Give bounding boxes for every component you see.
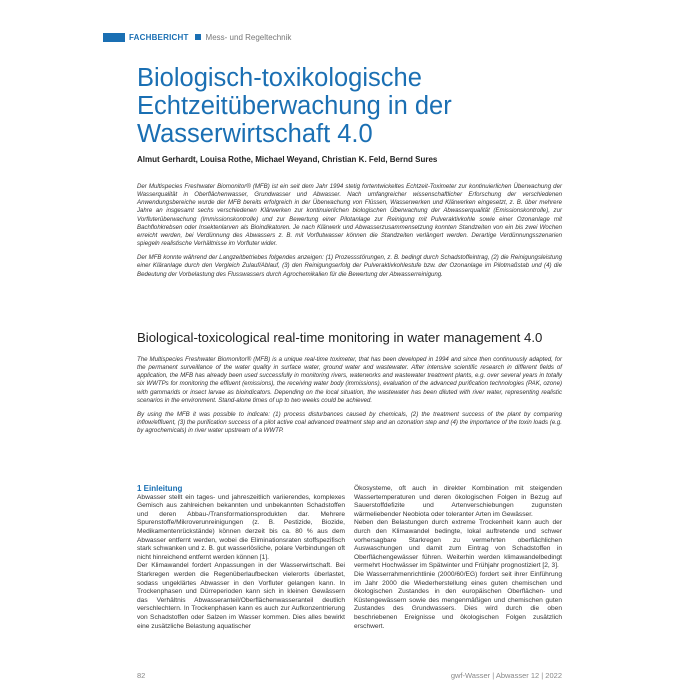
body-column-right [354,485,562,631]
abstract-german-paragraph: Der Multispecies Freshwater Biomonitor® (MFB) ist ein seit dem Jahr 1994 stetig fortentwickeltes Echtzeit-Toximeter zur kontinuierlichen Überwachung der Wasserqualität in Oberflächenwasser, Grundwasser und Abwasser. Nach umfangreicher wissenschaftlicher Erforschung der verschiedenen Anwendungsbereiche wurde der MFB bereits erfolgreich in der Überwachung von Flüssen, Wasserwerken und Klärwerken eingesetzt, z. B. über mehrere Jahre an insgesamt sechs verschiedenen Klärwerken zur kontinuierlichen biologischen Überwachung der Abwasserqualität (Emissionskontrolle), zur Vorfluterüberwachung (Immissionskontrolle) und zur Bewertung einer Pilotanlage zur Reinigung mit Pulveraktivkohle sowie einer Ozonanlage mit Bachflohkrebsen oder Insektenlarven als Bioindikatoren. Je nach Klärwerk und Abwasserzusammensetzung konnten Standzeiten von ein bis zwei Wochen erreicht werden, bei Verdünnung des Abwassers z. B. mit Vorflutwasser können die Standzeiten verlängert werden. Derartige Verdünnungsszenarien spiegeln realistische Verhältnisse im Vorfluter wider. [137,183,562,248]
abstract-english-paragraph: The Multispecies Freshwater Biomonitor® (MFB) is a unique real-time toximeter, that has been developed in 1994 and since then continuously adapted, for the permanent surveillance of the water quality in surface water, ground water and wastewater. After intensive scientific research in different fields of application, the MFB has already been used successfully in monitoring rivers, waterworks and wastewater treatment plants, e.g. over several years in totally six WWTPs for monitoring the effluent (emissions), the receiving water body (immissions), evaluation of the advanced purification technologies (PAK, ozone) with gammarids or insect larvae as bioindicators. Depending on the local situation, the wastewater has been diluted with river water, representing realistic scenarios in the environment. Stand-alone times of up to two weeks could be achieved. [137,356,562,404]
header-accent-bar [103,33,125,42]
journal-info: gwf-Wasser | Abwasser 12 | 2022 [450,671,562,680]
body-columns [137,485,562,631]
header-kicker: FACHBERICHT [129,32,189,42]
english-title: Biological-toxicological real-time monitoring in water management 4.0 [137,330,543,345]
article-authors: Almut Gerhardt, Louisa Rothe, Michael Weyand, Christian K. Feld, Bernd Sures [137,155,438,164]
body-paragraph: Neben den Belastungen durch extreme Trockenheit kann auch der durch den Klimawandel bedingte, lokal auftretende und schwer vorhersagbare Starkregen zu vermehrten oberflächlichen Auswaschungen und damit zum Eintrag von Schadstoffen in Oberflächengewässer führen. Weiterhin werden klimawandelbedingt vermehrt Hochwässer im Spätwinter und Frühjahr prognostiziert [2, 3]. [354,519,562,570]
section-heading: 1 Einleitung [137,484,183,493]
abstract-english [137,356,562,441]
abstract-german [137,183,562,285]
header-section: Mess- und Regeltechnik [205,32,292,42]
body-paragraph: Abwasser stellt ein tages- und jahreszeitlich variierendes, komplexes Gemisch aus zahlreichen bekannten und unbekannten Schadstoffen und deren Abbau-/Transformationsprodukten dar. Mehrere Spurenstoffe/Mikroverunreinigungen (z. B. Pestizide, Biozide, Medikamentenrückstände) können derzeit bis ca. 80 % aus dem Abwasser entfernt werden, wobei die Eliminationsraten stoffspezifisch stark schwanken und z. B. gut wasserlösliche, polare Verbindungen oft nicht hinreichend entfernt werden können [1]. [137,493,345,561]
body-paragraph: Die Wasserrahmenrichtlinie (2000/60/EG) fordert seit ihrer Einführung im Jahr 2000 die Wiederherstellung eines guten chemischen und ökologischen Zustandes in den europäischen Oberflächen- und Küstengewässern sowie des mengenmäßigen und chemischen guten Zustandes des Grundwassers. Dies wird durch die oben beschriebenen Ereignisse und ökologischen Folgen zusätzlich erschwert. [354,570,562,630]
body-column-left [137,485,345,631]
body-paragraph: Der Klimawandel fordert Anpassungen in der Wasserwirtschaft. Bei Starkregen werden die Regenüberlaufbecken vielerorts überlastet, sodass ungeklärtes Abwasser in den Vorfluter gelangen kann. In Trockenphasen und Dürreperioden kann sich in kleinen Gewässern das Verhältnis Abwasseranteil/Oberflächenwasseranteil deutlich verschlechtern. In Trockenphasen kann es auch zur Aufkonzentrierung von Schadstoffen oder Salzen im Wasser kommen. Dies alles bewirkt eine zusätzliche Belastung aquatischer [137,562,345,630]
abstract-english-paragraph: By using the MFB it was possible to indicate: (1) process disturbances caused by chemicals, (2) the treatment success of the plant by comparing inflow/effluent, (3) the purification success of a pilot active coal advanced treatment step and an ozonation step and (4) the importance of the toxin loads (e.g. by agrochemicals) in river water upstream of a WWTP. [137,410,562,435]
page-footer [137,671,562,680]
header-separator-square [195,34,201,40]
article-title: Biologisch-toxikologische Echtzeitüberwachung in der Wasserwirtschaft 4.0 [137,64,452,148]
section-header [103,31,291,43]
body-paragraph: Ökosysteme, oft auch in direkter Kombination mit steigenden Wassertemperaturen und deren ökologischen Folgen in Bezug auf Sauerstoffdefizite und Artenverschiebungen zugunsten wärmeliebender Neobiota oder toleranter Arten im Gewässer. [354,485,562,518]
abstract-german-paragraph: Der MFB konnte während der Langzeitbetriebes folgendes anzeigen: (1) Prozessstörungen, z. B. bedingt durch Schadstoffeintrag, (2) die Reinigungsleistung einer Kläranlage durch den Vergleich Zulauf/Ablauf, (3) den Reinigungserfolg der Pulveraktivkohlestufe bzw. der Ozonanlage im Pilotmaßstab und (4) die Bedeutung der Vorbelastung des Flusswassers durch Agrochemikalien für die Bewertung der Abwasserreinigung. [137,254,562,278]
page-number: 82 [137,671,146,680]
